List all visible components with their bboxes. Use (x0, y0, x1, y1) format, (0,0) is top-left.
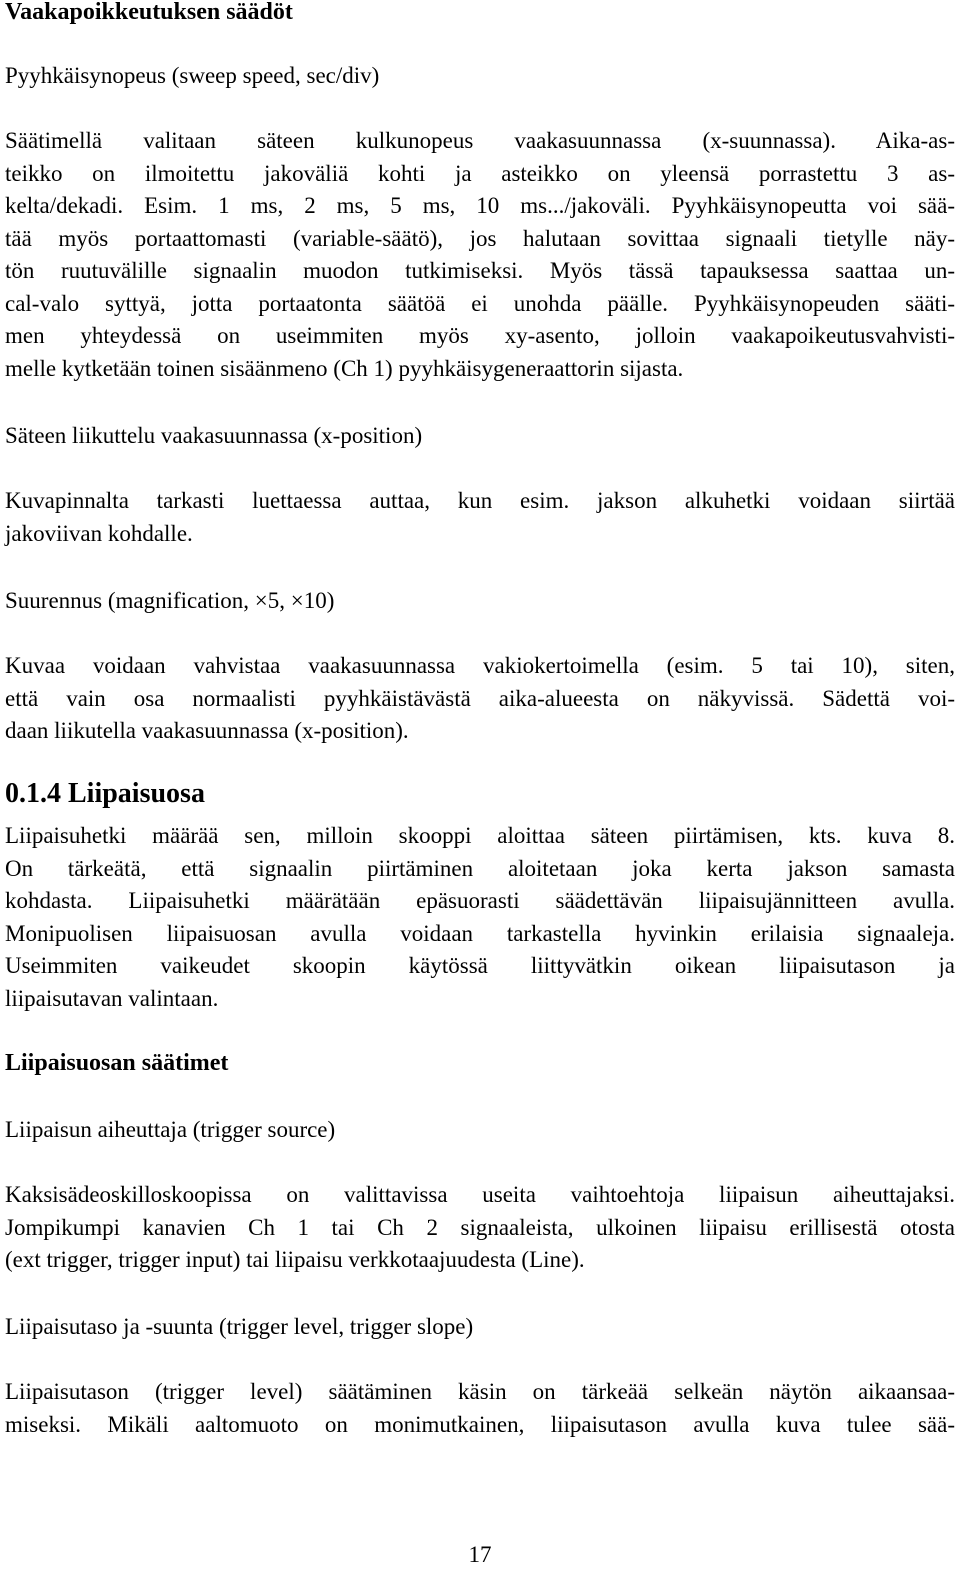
paragraph-line: Liipaisuhetki määrää sen, milloin skooppi aloittaa säteen piirtämisen, kts. kuva 8. (5, 823, 955, 848)
paragraph-line: On tärkeätä, että signaalin piirtäminen aloitetaan joka kerta jakson samasta (5, 855, 955, 881)
heading-vaakapoikkeutuksen-saadot: Vaakapoikkeutuksen säädöt (5, 0, 293, 25)
paragraph-line: daan liikutella vaakasuunnassa (x-position). (5, 718, 409, 743)
subheading-x-position: Säteen liikuttelu vaakasuunnassa (x-position) (5, 423, 423, 448)
paragraph-line: Useimmiten vaikeudet skoopin käytössä liittyvätkin oikean liipaisutason ja (5, 953, 955, 978)
paragraph-line: että vain osa normaalisti pyyhkäistävästä aika-alueesta on näkyvissä. Sädettä voi- (5, 685, 955, 711)
subheading-trigger-level: Liipaisutaso ja -suunta (trigger level, trigger slope) (5, 1314, 474, 1339)
paragraph-x-position (5, 485, 955, 550)
paragraph-line: Kuvaa voidaan vahvistaa vaakasuunnassa vakiokertoimella (esim. 5 tai 10), siten, (5, 653, 955, 678)
paragraph-line: Kaksisädeoskilloskoopissa on valittavissa useita vaihtoehtoja liipaisun aiheuttajaksi. (5, 1182, 955, 1207)
paragraph-line: Monipuolisen liipaisuosan avulla voidaan tarkastella hyvinkin erilaisia signaaleja. (5, 920, 955, 946)
paragraph-line: men yhteydessä on useimmiten myös xy-asento, jolloin vaakapoikeutusvahvisti- (5, 323, 955, 348)
paragraph-line: tön ruutuvälille signaalin muodon tutkimiseksi. Myös tässä tapauksessa saattaa un- (5, 258, 955, 283)
paragraph-magnification (5, 650, 955, 748)
paragraph-line: melle kytketään toinen sisäänmeno (Ch 1) pyyhkäisygeneraattorin sijasta. (5, 355, 684, 381)
subheading-magnification: Suurennus (magnification, ×5, ×10) (5, 588, 335, 613)
heading-liipaisuosan-saatimet: Liipaisuosan säätimet (5, 1050, 229, 1076)
paragraph-line: kohdasta. Liipaisuhetki määrätään epäsuorasti säädettävän liipaisujännitteen avulla. (5, 888, 955, 913)
paragraph-line: cal-valo syttyä, jotta portaatonta säätöä ei unohda päälle. Pyyhkäisynopeuden sääti- (5, 290, 955, 316)
paragraph-trigger-source (5, 1179, 955, 1277)
paragraph-line: liipaisutavan valintaan. (5, 985, 219, 1011)
subheading-sweep-speed: Pyyhkäisynopeus (sweep speed, sec/div) (5, 63, 380, 88)
paragraph-line: Kuvapinnalta tarkasti luettaessa auttaa, kun esim. jakson alkuhetki voidaan siirtää (5, 488, 955, 513)
paragraph-line: tää myös portaattomasti (variable-säätö), jos halutaan sovittaa signaali tietylle näy- (5, 225, 955, 251)
paragraph-line: Jompikumpi kanavien Ch 1 tai Ch 2 signaaleista, ulkoinen liipaisu erillisestä otosta (5, 1214, 955, 1240)
paragraph-line: miseksi. Mikäli aaltomuoto on monimutkainen, liipaisutason avulla kuva tulee sää- (5, 1411, 955, 1437)
section-heading-liipaisuosa: 0.1.4 Liipaisuosa (5, 778, 205, 809)
paragraph-liipaisuosa (5, 820, 955, 1015)
paragraph-line: Liipaisutason (trigger level) säätäminen käsin on tärkeää selkeän näytön aikaansaa- (5, 1379, 955, 1404)
subheading-trigger-source: Liipaisun aiheuttaja (trigger source) (5, 1117, 336, 1142)
paragraph-line: jakoviivan kohdalle. (5, 520, 193, 546)
paragraph-sweep-speed (5, 125, 955, 385)
paragraph-line: (ext trigger, trigger input) tai liipaisu verkkotaajuudesta (Line). (5, 1247, 585, 1272)
paragraph-trigger-level (5, 1376, 955, 1441)
paragraph-line: Säätimellä valitaan säteen kulkunopeus vaakasuunnassa (x-suunnassa). Aika-as- (5, 128, 955, 153)
paragraph-line: kelta/dekadi. Esim. 1 ms, 2 ms, 5 ms, 10 ms.../jakoväli. Pyyhkäisynopeutta voi sää- (5, 193, 955, 218)
paragraph-line: teikko on ilmoitettu jakoväliä kohti ja asteikko on yleensä porrastettu 3 as- (5, 160, 955, 186)
page-number: 17 (468, 1542, 492, 1567)
